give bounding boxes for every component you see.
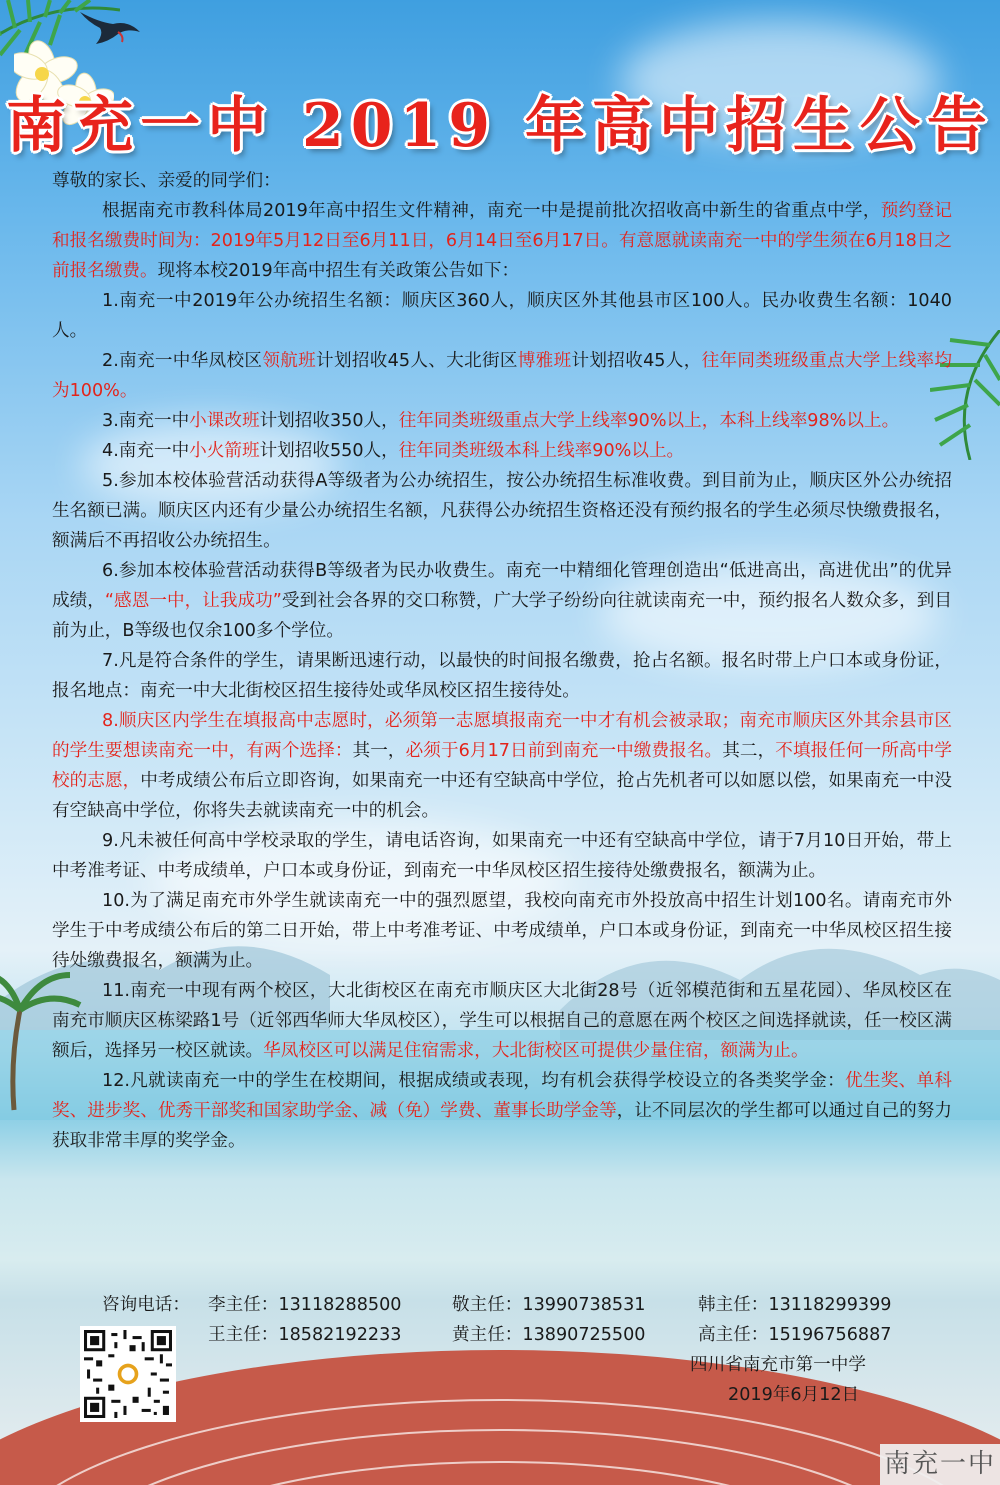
text-segment: 其一， <box>352 741 406 761</box>
text-segment-highlight: 必须于6月17日前到南充一中缴费报名。 <box>405 741 723 761</box>
text-segment-highlight: 往年同类班级本科上线率90%以上。 <box>398 441 685 461</box>
signature-date: 2019年6月12日 <box>728 1385 860 1405</box>
text-segment: 计划招收350人， <box>259 411 399 431</box>
text-segment: 6.参加本校体验营活动获得B等级者为民办收费生。南充一中精细化管理创造出“低进高出，高进优出”的优异成绩， <box>52 561 952 611</box>
text-segment: 1.南充一中2019年公办统招生名额：顺庆区360人，顺庆区外其他县市区100人。民办收费生名额：1040人。 <box>52 291 952 341</box>
watermark-stamp: 南充一中 <box>880 1444 1000 1485</box>
text-segment: 根据南充市教科体局2019年高中招生文件精神，南充一中是提前批次招收高中新生的省重点中学， <box>102 201 881 221</box>
text-segment-highlight: 预约登记和报名缴费时间为：2019年5月12日至6月11日，6月14日至6月17日。有意愿就读南充一中的学生须在6月18日之前报名缴费。 <box>52 201 952 281</box>
policy-item-11 <box>52 976 952 1066</box>
text-segment-highlight: 不填报任何一所高中学校的志愿， <box>52 741 952 791</box>
text-segment-highlight: 优生奖、单科奖、进步奖、优秀干部奖和国家助学金、减（免）学费、董事长助学金等 <box>52 1071 952 1121</box>
contact-label: 咨询电话： <box>102 1295 190 1315</box>
policy-item-12 <box>52 1066 952 1156</box>
policy-item-7 <box>52 646 952 706</box>
policy-item-6 <box>52 556 952 646</box>
text-segment-highlight: 小课改班 <box>189 411 260 431</box>
text-segment-highlight: “感恩一中，让我成功” <box>104 591 282 611</box>
text-segment-highlight: 领航班 <box>262 351 317 371</box>
announcement-body <box>52 166 952 1156</box>
contact-phone: 高主任：15196756887 <box>698 1325 892 1345</box>
text-segment: 计划招收550人， <box>259 441 399 461</box>
text-segment: 4.南充一中 <box>102 441 190 461</box>
text-segment: 计划招收45人， <box>571 351 702 371</box>
text-segment-highlight: 往年同类班级重点大学上线率均为100%。 <box>52 351 952 401</box>
text-segment-highlight: 8.顺庆区内学生在填报高中志愿时，必须第一志愿填报南充一中才有机会被录取；南充市顺庆区外其余县市区的学生要想读南充一中，有两个选择： <box>52 711 952 761</box>
policy-item-1 <box>52 286 952 346</box>
swallow-bird-icon <box>78 2 148 52</box>
text-segment-highlight: 小火箭班 <box>189 441 260 461</box>
text-segment: 现将本校2019年高中招生有关政策公告如下： <box>157 261 520 281</box>
text-segment: 2.南充一中华凤校区 <box>102 351 263 371</box>
contact-phone: 黄主任：13890725500 <box>452 1325 646 1345</box>
text-segment: ，让不同层次的学生都可以通过自己的努力获取非常丰厚的奖学金。 <box>52 1101 952 1151</box>
text-segment: 10.为了满足南充市外学生就读南充一中的强烈愿望，我校向南充市外投放高中招生计划100名。请南充市外学生于中考成绩公布后的第二日开始，带上中考准考证、中考成绩单，户口本或身份证，到南充一中华凤校区招生接待处缴费报名，额满为止。 <box>52 891 952 971</box>
text-segment: 其二， <box>722 741 776 761</box>
policy-item-4 <box>52 436 952 466</box>
contact-phone: 李主任：13118288500 <box>208 1295 402 1315</box>
page-title: 南充一中 2019 年高中招生公告 <box>6 91 994 161</box>
contact-phone: 敬主任：13990738531 <box>452 1295 646 1315</box>
text-segment: 5.参加本校体验营活动获得A等级者为公办统招生，按公办统招生标准收费。到目前为止，顺庆区外公办统招生名额已满。顺庆区内还有少量公办统招生名额，凡获得公办统招生资格还没有预约报名的学生必须尽快缴费报名，额满后不再招收公办统招生。 <box>52 471 952 551</box>
policy-item-5 <box>52 466 952 556</box>
signature-org: 四川省南充市第一中学 <box>690 1355 866 1375</box>
qr-code-icon <box>80 1326 176 1422</box>
text-segment: 中考成绩公布后立即咨询，如果南充一中还有空缺高中学位，抢占先机者可以如愿以偿，如果南充一中没有空缺高中学位，你将失去就读南充一中的机会。 <box>52 771 952 821</box>
greeting: 尊敬的家长、亲爱的同学们： <box>52 171 281 191</box>
text-segment: 3.南充一中 <box>102 411 190 431</box>
policy-item-3 <box>52 406 952 436</box>
text-segment-highlight: 博雅班 <box>517 351 572 371</box>
text-segment: 受到社会各界的交口称赞，广大学子纷纷向往就读南充一中，预约报名人数众多，到目前为止，B等级也仅余100多个学位。 <box>52 591 952 641</box>
text-segment: 11.南充一中现有两个校区，大北街校区在南充市顺庆区大北街28号（近邻模范街和五星花园）、华凤校区在南充市顺庆区栋梁路1号（近邻西华师大华凤校区），学生可以根据自己的意愿在两个校区之间选择就读，任一校区满额后，选择另一校区就读。 <box>52 981 952 1061</box>
policy-item-8 <box>52 706 952 826</box>
contact-phone: 王主任：18582192233 <box>208 1325 402 1345</box>
text-segment-highlight: 往年同类班级重点大学上线率90%以上，本科上线率98%以上。 <box>398 411 900 431</box>
text-segment-highlight: 华凤校区可以满足住宿需求，大北街校区可提供少量住宿，额满为止。 <box>263 1041 809 1061</box>
text-segment: 计划招收45人、大北街区 <box>316 351 518 371</box>
intro-paragraph <box>52 196 952 286</box>
policy-item-10 <box>52 886 952 976</box>
text-segment: 7.凡是符合条件的学生，请果断迅速行动，以最快的时间报名缴费，抢占名额。报名时带上户口本或身份证，报名地点：南充一中大北街校区招生接待处或华凤校区招生接待处。 <box>52 651 952 701</box>
text-segment: 9.凡未被任何高中学校录取的学生，请电话咨询，如果南充一中还有空缺高中学位，请于7月10日开始，带上中考准考证、中考成绩单，户口本或身份证，到南充一中华凤校区招生接待处缴费报名，额满为止。 <box>52 831 952 881</box>
policy-item-9 <box>52 826 952 886</box>
text-segment: 12.凡就读南充一中的学生在校期间，根据成绩或表现，均有机会获得学校设立的各类奖学金： <box>102 1071 846 1091</box>
contact-phone: 韩主任：13118299399 <box>698 1295 892 1315</box>
signature-block <box>690 1350 866 1410</box>
policy-item-2 <box>52 346 952 406</box>
